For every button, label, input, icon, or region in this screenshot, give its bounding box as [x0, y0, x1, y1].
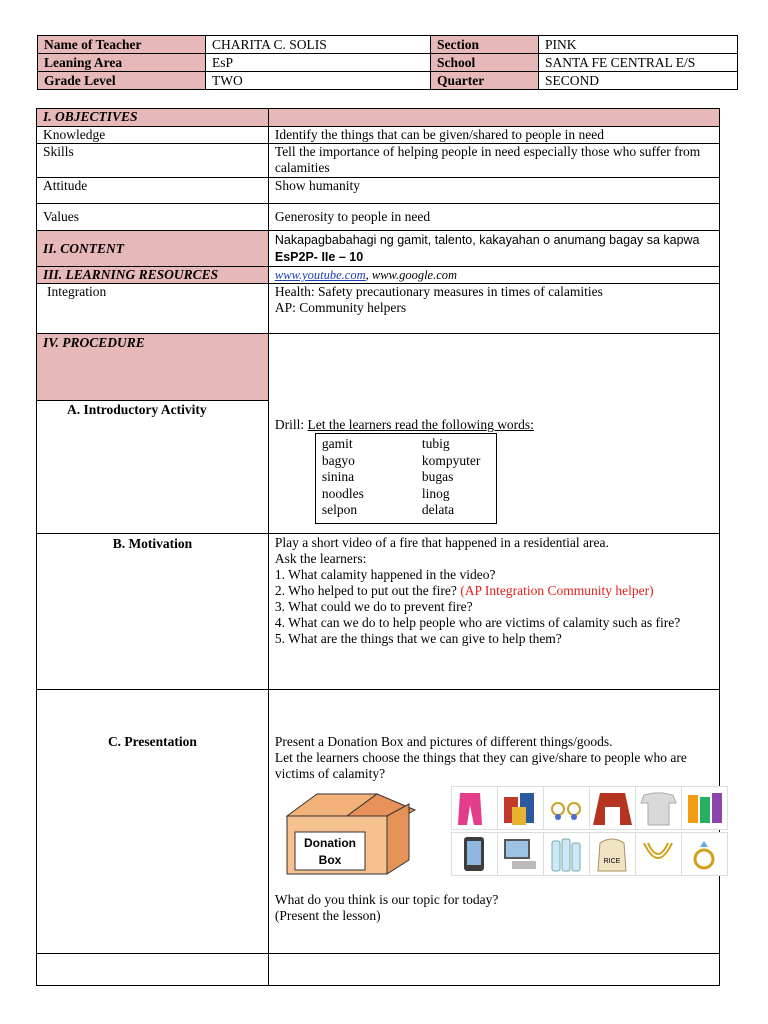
word: kompyuter [421, 452, 481, 468]
links-separator: , [365, 268, 372, 282]
attitude-value: Show humanity [268, 178, 719, 204]
attitude-label: Attitude [37, 178, 269, 204]
empty-cell-left [37, 954, 269, 986]
motivation-content [268, 534, 719, 690]
word: sinina [321, 469, 355, 484]
presentation-line-2: Let the learners choose the things that they can give/share to people who are victims of calamity? [274, 750, 687, 781]
motivation-question-4: 4. What can we do to help people who are victims of calamity such as fire? [274, 615, 681, 630]
teacher-value: CHARITA C. SOLIS [206, 36, 431, 54]
word: noodles [321, 485, 364, 501]
word: linog [421, 485, 450, 501]
motivation-question-3: 3. What could we do to prevent fire? [274, 599, 473, 614]
canned-goods-icon [497, 786, 544, 830]
skills-label: Skills [37, 144, 269, 178]
donation-images [275, 786, 713, 886]
presentation-label: C. Presentation [37, 690, 269, 954]
content-code: EsP2P- IIe – 10 [274, 250, 364, 264]
integration-value [268, 284, 719, 334]
school-value: SANTA FE CENTRAL E/S [539, 54, 738, 72]
school-label: School [431, 54, 539, 72]
objectives-heading-blank [268, 109, 719, 127]
donation-box-image [277, 786, 417, 876]
word-list-box [315, 433, 497, 524]
knowledge-value: Identify the things that can be given/shared to people in need [268, 127, 719, 144]
necklace-icon [635, 832, 682, 876]
word-row [316, 436, 496, 453]
values-label: Values [37, 204, 269, 231]
section-label: Section [431, 36, 539, 54]
motivation-line: 1. What calamity happened in the video? [274, 567, 496, 582]
word: delata [421, 502, 455, 517]
closing-question: What do you think is our topic for today? [274, 892, 499, 907]
objectives-heading: I. OBJECTIVES [37, 109, 269, 127]
drill-text: Let the learners read the following words: [307, 417, 534, 432]
motivation-line: Ask the learners: [274, 551, 367, 566]
integration-label: Integration [37, 284, 269, 334]
presentation-content [268, 690, 719, 954]
q2-text: 2. Who helped to put out the fire? [274, 583, 461, 598]
empty-cell-right [268, 954, 719, 986]
drill-instruction [275, 417, 713, 433]
computer-icon [497, 832, 544, 876]
presentation-line-1: Present a Donation Box and pictures of different things/goods. [274, 734, 613, 749]
q2-red-note: (AP Integration Community helper) [460, 583, 654, 598]
ring-icon [681, 832, 728, 876]
knowledge-label: Knowledge [37, 127, 269, 144]
rice-label: RICE [603, 858, 621, 865]
earrings-icon [543, 786, 590, 830]
motivation-line: Play a short video of a fire that happened in a residential area. [274, 535, 609, 550]
grade-label: Grade Level [38, 72, 206, 90]
word-row [316, 469, 496, 486]
word: bagyo [321, 452, 355, 468]
motivation-question-2 [275, 583, 713, 599]
water-bottles-icon [543, 832, 590, 876]
integration-line-1: Health: Safety precautionary measures in times of calamities [274, 284, 603, 299]
quarter-label: Quarter [431, 72, 539, 90]
word: selpon [321, 502, 358, 517]
lesson-plan-table [36, 108, 720, 986]
word: bugas [421, 469, 454, 484]
donation-box-text-1: Donation [303, 836, 356, 850]
donation-box-text-2: Box [318, 853, 342, 867]
resources-heading: III. LEARNING RESOURCES [37, 267, 269, 284]
school-supplies-icon [681, 786, 728, 830]
word: tubig [421, 436, 450, 451]
content-value [268, 231, 719, 267]
youtube-link[interactable]: www.youtube.com [274, 268, 366, 282]
integration-line-2: AP: Community helpers [274, 300, 407, 315]
content-heading: II. CONTENT [37, 231, 269, 267]
shorts-icon [451, 786, 498, 830]
closing-note: (Present the lesson) [274, 908, 381, 923]
word-row [316, 502, 496, 519]
word: gamit [321, 436, 353, 451]
skills-value: Tell the importance of helping people in need especially those who suffer from calamities [268, 144, 719, 178]
cellphone-icon [451, 832, 498, 876]
quarter-value: SECOND [539, 72, 738, 90]
word-row [316, 453, 496, 470]
intro-activity-label: A. Introductory Activity [67, 402, 207, 417]
area-label: Leaning Area [38, 54, 206, 72]
resources-links [268, 267, 719, 284]
content-text: Nakapagbabahagi ng gamit, talento, kakayahan o anumang bagay sa kapwa [274, 233, 700, 247]
procedure-heading: IV. PROCEDURE [37, 334, 268, 401]
values-value: Generosity to people in need [268, 204, 719, 231]
teacher-label: Name of Teacher [38, 36, 206, 54]
tshirt-icon [635, 786, 682, 830]
procedure-label-cell [37, 334, 269, 534]
header-table [37, 35, 738, 90]
google-link[interactable]: www.google.com [371, 268, 458, 282]
word-row [316, 486, 496, 503]
jacket-icon [589, 786, 636, 830]
grade-value: TWO [206, 72, 431, 90]
motivation-question-5: 5. What are the things that we can give to help them? [274, 631, 562, 646]
rice-sack-icon [589, 832, 636, 876]
intro-activity-content [268, 334, 719, 534]
area-value: EsP [206, 54, 431, 72]
drill-prefix: Drill: [274, 417, 308, 432]
section-value: PINK [539, 36, 738, 54]
motivation-label: B. Motivation [37, 534, 269, 690]
